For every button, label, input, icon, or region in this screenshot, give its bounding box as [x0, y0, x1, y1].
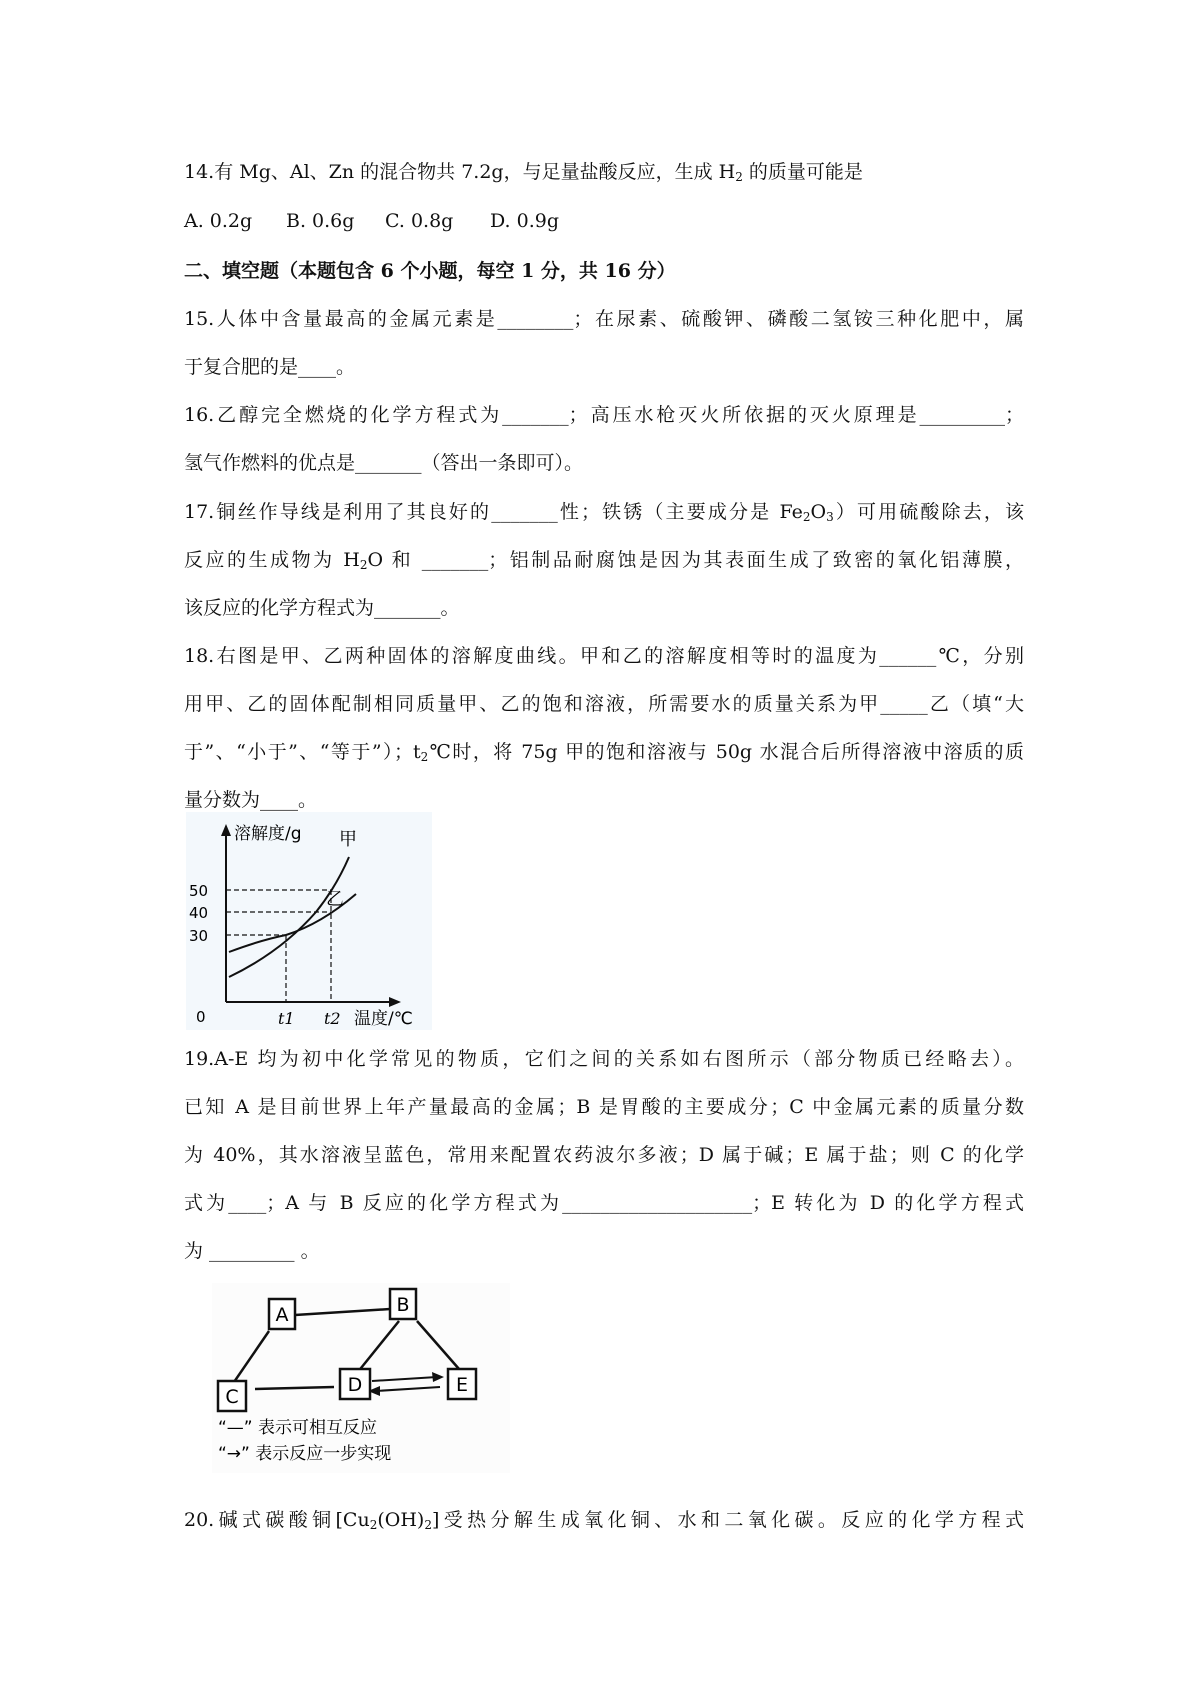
q20-text: 20.碱式碳酸铜[Cu: [184, 1509, 370, 1531]
q17-text: 17.铜丝作导线是利用了其良好的_______性；铁锈（主要成分是 Fe: [184, 501, 803, 523]
q18-line2: 用甲、乙的固体配制相同质量甲、乙的饱和溶液，所需要水的质量关系为甲_____乙（填“大: [184, 693, 1024, 715]
node-b-label: B: [396, 1294, 410, 1316]
subscript: 2: [802, 510, 811, 524]
q19-line4: 式为____；A 与 B 反应的化学方程式为____________________；E 转化为 D 的化学方程式: [184, 1192, 1024, 1214]
q18-line3: [184, 738, 1024, 766]
q19-line3: 为 40%，其水溶液呈蓝色，常用来配置农药波尔多液；D 属于碱；E 属于盐；则 C 的化学: [184, 1144, 1024, 1166]
relation-diagram: [212, 1283, 510, 1473]
solubility-figure: [186, 812, 432, 1030]
q17-line3: 该反应的化学方程式为_______。: [184, 597, 460, 619]
subscript: 2: [424, 1518, 432, 1532]
y-tick-30: 30: [189, 927, 209, 945]
edge-a-b: [295, 1309, 390, 1315]
arrow-d-to-e: [372, 1377, 437, 1381]
q16-line1: 16.乙醇完全燃烧的化学方程式为_______；高压水枪灭火所依据的灭火原理是_________；: [184, 404, 1024, 426]
q17-line1: [184, 498, 1024, 526]
subscript: 2: [420, 750, 429, 764]
legend-line: “—” 表示可相互反应: [218, 1418, 378, 1438]
x-axis-arrow: [389, 997, 401, 1007]
y-tick-50: 50: [189, 882, 209, 900]
subscript: 2: [369, 1518, 378, 1532]
x-axis-label: 温度/℃: [354, 1009, 413, 1029]
arrow-e-to-d: [376, 1387, 440, 1391]
option-b: B. 0.6g: [286, 210, 355, 232]
node-c-label: C: [225, 1386, 239, 1408]
origin-label: 0: [196, 1008, 206, 1026]
y-tick-40: 40: [189, 904, 209, 922]
subscript: 3: [826, 510, 834, 524]
q17-text-end: O 和 _______；铝制品耐腐蚀是因为其表面生成了致密的氧化铝薄膜，: [367, 549, 1024, 571]
q17-line2: [184, 546, 1024, 574]
curve-label-yi: 乙: [326, 889, 344, 910]
q19-line2: 已知 A 是目前世界上年产量最高的金属；B 是胃酸的主要成分；C 中金属元素的质量分数: [184, 1096, 1024, 1118]
curve-label-jia: 甲: [339, 829, 357, 850]
q17-text-mid: O: [810, 501, 827, 523]
section-heading: 二、填空题（本题包含 6 个小题，每空 1 分，共 16 分）: [184, 260, 676, 282]
relation-figure: [212, 1283, 510, 1473]
q20-line1: [184, 1506, 1024, 1534]
y-axis-arrow: [221, 824, 231, 836]
node-a-label: A: [275, 1304, 289, 1326]
x-tick-t2: t2: [324, 1009, 341, 1028]
q20-text-end: ]受热分解生成氧化铜、水和二氧化碳。反应的化学方程式: [431, 1509, 1025, 1531]
option-a: A. 0.2g: [184, 210, 253, 232]
x-tick-t1: t1: [278, 1009, 295, 1028]
q18-line4: 量分数为____。: [184, 789, 318, 811]
q14-text-end: 的质量可能是: [742, 161, 863, 183]
q18-text: 于”、“小于”、“等于”）；t: [184, 741, 421, 763]
q17-text-end: ）可用硫酸除去，该: [833, 501, 1024, 523]
y-axis-label: 溶解度/g: [234, 824, 302, 844]
q18-text-end: ℃时，将 75g 甲的饱和溶液与 50g 水混合后所得溶液中溶质的质: [428, 741, 1025, 763]
solubility-chart: [186, 812, 432, 1030]
subscript: 2: [735, 170, 743, 184]
edge-b-e: [417, 1321, 459, 1369]
option-c: C. 0.8g: [385, 210, 454, 232]
option-d: D. 0.9g: [490, 210, 560, 232]
subscript: 2: [359, 558, 368, 572]
arrow-head-e: [432, 1372, 444, 1382]
q19-line5: 为 _________ 。: [184, 1240, 320, 1262]
q16-line2: 氢气作燃料的优点是_______（答出一条即可）。: [184, 452, 584, 474]
q19-line1: 19.A-E 均为初中化学常见的物质，它们之间的关系如右图所示（部分物质已经略去）。: [184, 1048, 1024, 1070]
q20-text-mid: (OH): [377, 1509, 425, 1531]
node-e-label: E: [455, 1374, 469, 1396]
edge-b-d: [357, 1321, 399, 1373]
q18-line1: 18.右图是甲、乙两种固体的溶解度曲线。甲和乙的溶解度相等时的温度为______℃，分别: [184, 645, 1024, 667]
node-d-label: D: [347, 1374, 363, 1396]
q14-stem: [184, 158, 1024, 186]
q15-line1: 15.人体中含量最高的金属元素是________；在尿素、硫酸钾、磷酸二氢铵三种化肥中，属: [184, 308, 1024, 330]
q17-text: 反应的生成物为 H: [184, 549, 360, 571]
edge-a-c: [232, 1331, 269, 1385]
q15-line2: 于复合肥的是____。: [184, 356, 356, 378]
q14-text: 14.有 Mg、Al、Zn 的混合物共 7.2g，与足量盐酸反应，生成 H: [184, 161, 736, 183]
edge-c-d: [255, 1387, 334, 1389]
legend-arrow: “→” 表示反应一步实现: [218, 1444, 392, 1464]
